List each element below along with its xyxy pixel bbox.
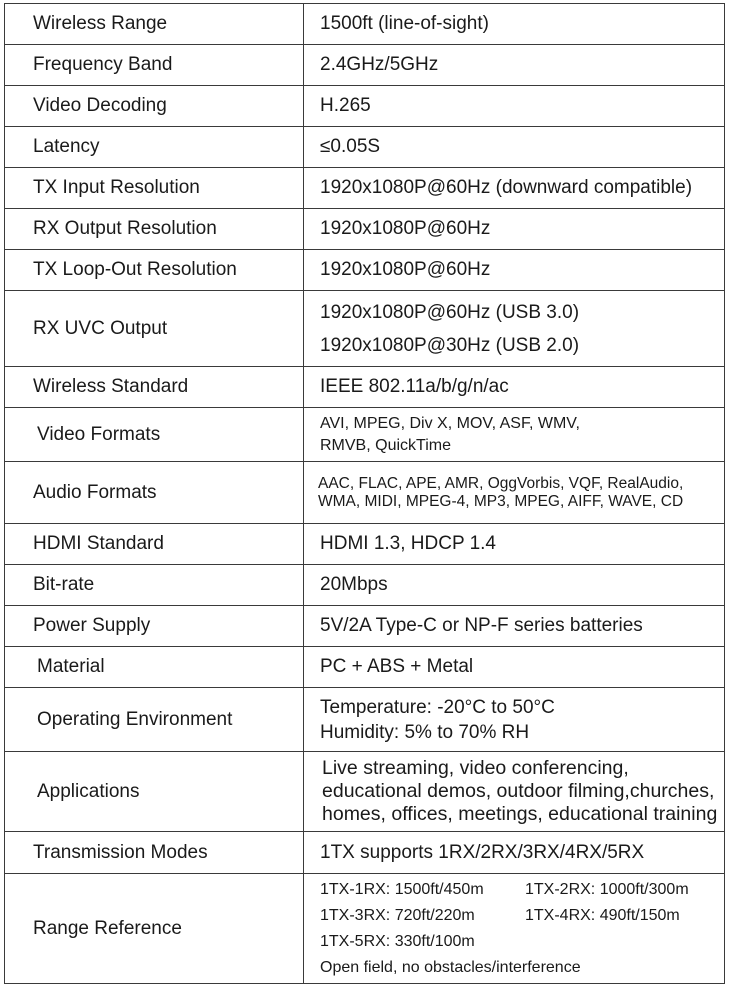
row-label: Wireless Range (5, 4, 304, 45)
spec-table (4, 3, 725, 984)
row-value: 20Mbps (304, 565, 725, 606)
value-line: 1920x1080P@30Hz (USB 2.0) (320, 334, 580, 356)
table-row (5, 462, 725, 524)
table-row (5, 127, 725, 168)
row-value (304, 688, 725, 752)
table-row (5, 367, 725, 408)
row-value: 1920x1080P@60Hz (304, 209, 725, 250)
row-value (304, 462, 725, 524)
table-row (5, 832, 725, 874)
range-entry: 1TX-4RX: 490ft/150m (525, 906, 680, 924)
value-line: WMA, MIDI, MPEG-4, MP3, MPEG, AIFF, WAVE, CD (318, 492, 684, 510)
value-line: homes, offices, meetings, educational training (322, 803, 718, 825)
table-row (5, 250, 725, 291)
row-value (304, 752, 725, 832)
table-row (5, 209, 725, 250)
row-value: 1500ft (line-of-sight) (304, 4, 725, 45)
row-value: 5V/2A Type-C or NP-F series batteries (304, 606, 725, 647)
row-value: 1TX supports 1RX/2RX/3RX/4RX/5RX (304, 832, 725, 874)
row-label: HDMI Standard (5, 524, 304, 565)
table-row (5, 752, 725, 832)
row-label: Bit-rate (5, 565, 304, 606)
row-value: H.265 (304, 86, 725, 127)
range-entry: 1TX-2RX: 1000ft/300m (525, 880, 689, 898)
table-row (5, 291, 725, 367)
row-value (304, 291, 725, 367)
value-line (320, 903, 724, 929)
table-row (5, 606, 725, 647)
value-line (320, 877, 724, 903)
table-row (5, 524, 725, 565)
value-line: AAC, FLAC, APE, AMR, OggVorbis, VQF, RealAudio, (318, 474, 684, 492)
table-row (5, 565, 725, 606)
row-label: Wireless Standard (5, 367, 304, 408)
table-row (5, 168, 725, 209)
row-label: Operating Environment (5, 688, 304, 752)
row-value: HDMI 1.3, HDCP 1.4 (304, 524, 725, 565)
row-label: Audio Formats (5, 462, 304, 524)
row-value: IEEE 802.11a/b/g/n/ac (304, 367, 725, 408)
row-label: Latency (5, 127, 304, 168)
value-line: Open field, no obstacles/interference (320, 958, 581, 976)
value-line: RMVB, QuickTime (320, 436, 451, 454)
table-row (5, 688, 725, 752)
table-row (5, 45, 725, 86)
table-row (5, 647, 725, 688)
row-label: Material (5, 647, 304, 688)
table-row (5, 408, 725, 462)
row-value: ≤0.05S (304, 127, 725, 168)
range-entry: 1TX-1RX: 1500ft/450m (320, 880, 484, 898)
value-line: Humidity: 5% to 70% RH (320, 721, 530, 743)
table-row (5, 86, 725, 127)
row-value (304, 874, 725, 984)
row-label: Applications (5, 752, 304, 832)
row-value: 2.4GHz/5GHz (304, 45, 725, 86)
row-label: TX Input Resolution (5, 168, 304, 209)
value-line: educational demos, outdoor filming,churches, (322, 780, 715, 802)
row-value: 1920x1080P@60Hz (304, 250, 725, 291)
row-label: RX UVC Output (5, 291, 304, 367)
row-label: Video Decoding (5, 86, 304, 127)
value-line: 1920x1080P@60Hz (USB 3.0) (320, 301, 580, 323)
row-label: Video Formats (5, 408, 304, 462)
value-line: AVI, MPEG, Div X, MOV, ASF, WMV, (320, 414, 580, 432)
row-label: RX Output Resolution (5, 209, 304, 250)
table-row (5, 4, 725, 45)
row-value (304, 408, 725, 462)
row-value: 1920x1080P@60Hz (downward compatible) (304, 168, 725, 209)
value-line: Temperature: -20°C to 50°C (320, 696, 555, 718)
row-label: Frequency Band (5, 45, 304, 86)
table-row (5, 874, 725, 984)
row-label: Range Reference (5, 874, 304, 984)
row-label: Transmission Modes (5, 832, 304, 874)
value-line: Live streaming, video conferencing, (322, 757, 629, 779)
value-line: 1TX-5RX: 330ft/100m (320, 932, 475, 950)
row-label: Power Supply (5, 606, 304, 647)
row-value: PC + ABS + Metal (304, 647, 725, 688)
range-entry: 1TX-3RX: 720ft/220m (320, 906, 475, 924)
row-label: TX Loop-Out Resolution (5, 250, 304, 291)
